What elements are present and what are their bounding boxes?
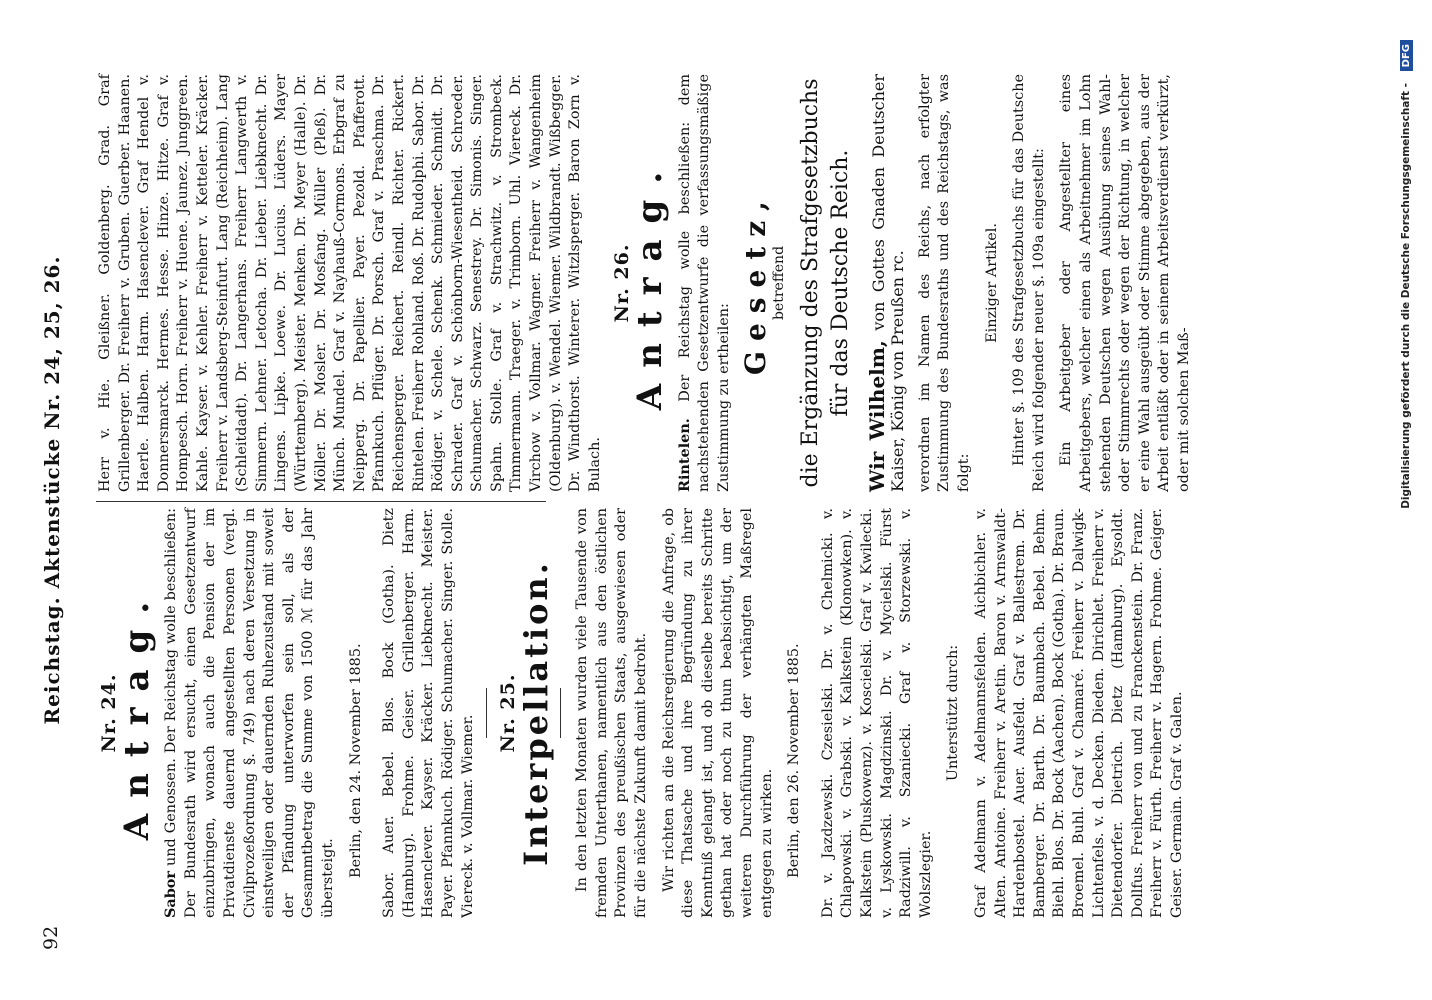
nr25-supported-label: Unterstützt durch: — [945, 644, 962, 782]
left-column — [96, 508, 1196, 918]
betreffend-label: betreffend — [771, 245, 787, 321]
column-divider — [96, 501, 546, 502]
nr24-body: und Genossen. Der Reichstag wolle beschließen: Der Bundesrath wird ersucht, einen Gesetzentwurf einzubringen, wonach auch die Pension der im Privatdienste dauernd angestellten Personen (vergl. Civilprozeßordnung §. 749) nach deren Versetzung in einstweiligen oder dauernden Ruhezustand mit soweit der Pfändung unterworfen sein soll, als der Gesammtbetrag die Summe von 1500 ℳ für das Jahr übersteigt. — [163, 507, 336, 918]
gesetz-heading: Gesetz, — [739, 191, 773, 375]
nr25-supporters-continued: Herr v. Hie. Gleißner. Goldenberg. Grad. Graf Grillenberger. Dr. Freiherr v. Gruben. Guerber. Haanen. Haerle. Halben. Harm. Hasenclever. Graf Hendel v. Donnersmarck. Hermes. Hesse. Hinze. Hitze. Graf v. Hompesch. Horn. Freiherr v. Huene. Jaunez. Junggreen. Kahle. Kayser. v. Kehler. Freiherr v. Ketteler. Kräcker. Freiherr v. Landsberg-Steinfurt. Lang (Reichheim). Lang (Schleitdadt). Dr. Langerhans. Freiherr Langwerth v. Simmern. Lehner. Letocha. Dr. Lieber. Liebknecht. Dr. Lingens. Lipke. Loewe. Dr. Lucius. Lüders. Mayer (Württemberg). Meister. Menken. Dr. Meyer (Halle). Dr. Möller. Dr. Mosler. Dr. Mosfang. Müller (Pleß). Dr. Münch. Mundel. Graf v. Nayhauß-Cormons. Erbgraf zu Neipperg. Dr. Papellier. Payer. Pezold. Pfafferott. Pfannkuch. Pflüger. Dr. Porsch. Graf v. Praschma. Dr. Reichensperger. Reichert. Reindl. Richter. Rickert. Rintelen. Freiherr Rohland. Roß. Dr. Rudolphi. Sabor. Dr. Rödiger. v. Schele. Schenk. Schmieder. Schmidt. Dr. Schrader. Graf v. Schönborn-Wiesentheid. Schroeder. Schumacher. Schwarz. Senestrey. Dr. Simonis. Singer. Spahn. Stolle. Graf v. Strachwitz. v. Strombeck. Timmermann. Traeger. v. Trimborn. Uhl. Viereck. Dr. Virchow v. Vollmar. Wagner. Freiherr v. Wangenheim (Oldenburg). v. Wendel. Wiemer. Wildbrandt. Wißbegger. Dr. Windthorst. Winterer. Witzlsperger. Baron Zorn v. Bulach. — [97, 74, 603, 492]
nr26-text — [675, 74, 735, 492]
nr24-text — [161, 508, 338, 918]
nr26-heading: Nr. 26. — [611, 243, 634, 323]
dfg-logo: DFG — [1400, 40, 1413, 71]
nr25-heading: Nr. 25. — [497, 673, 520, 753]
paragraph-109a: Ein Arbeitgeber oder Angestellter eines Arbeitgebers, welcher einen als Arbeitnehmer im Lohn stehenden Deutschen wegen Ausübung seines Wahl- oder Stimmrechts oder wegen der Richtung, in welcher er eine Wahl ausgeübt oder Stimme abgegeben, aus der Arbeit entläßt oder in seinem Arbeitsverdienst verkürzt, oder mit solchen Maß- — [1058, 74, 1192, 492]
nr24-heading: Nr. 24. — [98, 673, 120, 753]
nr25-signers: Dr. v. Jazdzewski. Czesielski. Dr. v. Chelmicki. v. Chlapowski. v. Grabski. v. Kalkstein (Klonowken). v. Kalkstein (Pluskowenz). v. Koscielski. Graf v. Kwilecki. v. Lyskowski. Magdzinski. Dr. v. Mycielski. Fürst Radziwill. v. Szaniecki. Graf v. Storzewski. v. Wolszlegier. — [819, 508, 934, 918]
artikel-text: Hinter §. 109 des Strafgesetzbuchs für das Deutsche Reich wird folgender neuer §. 109a eingestellt: — [1011, 74, 1047, 492]
wir-name: Wir Wilhelm, — [864, 340, 889, 492]
verordnen-text: verordnen im Namen des Reichs, nach erfolgter Zustimmung des Bundesraths und des Reichstags, was folgt: — [916, 74, 972, 492]
einziger-artikel: Einziger Artikel. — [983, 223, 1000, 343]
nr24-signers: Sabor. Auer. Bebel. Blos. Bock (Gotha). Dietz (Hamburg). Frohme. Geiser. Grillenberger. Harm. Hasenclever. Kayser. Kräcker. Liebknecht. Meister. Payer. Pfannkuch. Rödiger. Schumacher. Singer. Stolle. Viereck. v. Vollmar. Wiemer. — [381, 508, 476, 918]
nr26-lead: Rintelen. — [675, 418, 693, 492]
nr25-text-1: In den letzten Monaten wurden viele Tausende von fremden Unterthanen, namentlich aus den östlichen Provinzen des preußischen Staats, ausgewiesen oder für die nächste Zukunft damit bedroht. — [574, 508, 650, 918]
nr26-body: Der Reichstag wolle beschließen: dem nachstehenden Gesetzentwurfe die verfassungsmäßige Zustimmung zu ertheilen: — [676, 74, 732, 492]
nr26-title: Antrag. — [630, 155, 671, 411]
nr24-title: Antrag. — [116, 585, 157, 841]
nr25-text-2: Wir richten an die Reichsregierung die Anfrage, ob diese Thatsache und ihre Begründung zu ihrer Kenntniß gelangt ist, und ob dieselbe bereits Schritte gethan hat oder noch zu thun beabsichtigt, um der weiteren Durchführung der verhängten Maßregel entgegen zu wirken. — [660, 508, 775, 918]
running-head — [40, 30, 70, 950]
right-column — [96, 74, 1203, 492]
nr24-date: Berlin, den 24. November 1885. — [347, 643, 364, 878]
law-title: die Ergänzung des Strafgesetzbuchs für das Deutsche Reich. — [797, 78, 853, 488]
nr25-supporters: Graf Adelmann v. Adelmannsfelden. Aichbichler. v. Alten. Antoine. Freiherr v. Aretin. Baron v. Arnswaldt-Hardenbostel. Auer. Ausfeld. Graf v. Ballestrem. Dr. Bamberger. Dr. Barth. Dr. Baumbach. Bebel. Behm. Biehl. Blos. Dr. Bock (Aachen). Bock (Gotha). Dr. Braun. Broemel. Buhl. Graf v. Chamaré. Freiherr v. Dalwigk-Lichtenfels. v. d. Decken. Dieden. Dirichlet. Freiherr v. Dietendorfer. Dietrich. Dietz (Hamburg). Eysoldt. Dollfus. Freiherr von und zu Franckenstein. Dr. Franz. Freiherr v. Fürth. Freiherr v. Hagern. Frohme. Geiger. Geiser. Germain. Graf v. Galen. — [972, 508, 1185, 918]
nr24-lead: Sabor — [162, 871, 180, 918]
digitization-footer — [1400, 40, 1424, 960]
wir-text: von Gottes Gnaden Deutscher Kaiser, König von Preußen rc. — [868, 74, 908, 492]
nr25-date: Berlin, den 26. November 1885. — [786, 643, 803, 878]
wir-wilhelm — [864, 74, 908, 492]
nr25-title: Interpellation. — [516, 560, 555, 866]
separator-rule — [560, 688, 561, 738]
separator-rule — [486, 688, 487, 738]
digitization-note: Digitalisierung gefördert durch die Deutsche Forschungsgemeinschaft - — [1400, 83, 1412, 509]
running-title: Reichstag. Aktenstücke Nr. 24, 25, 26. — [40, 255, 64, 725]
page-number: 92 — [40, 925, 62, 950]
